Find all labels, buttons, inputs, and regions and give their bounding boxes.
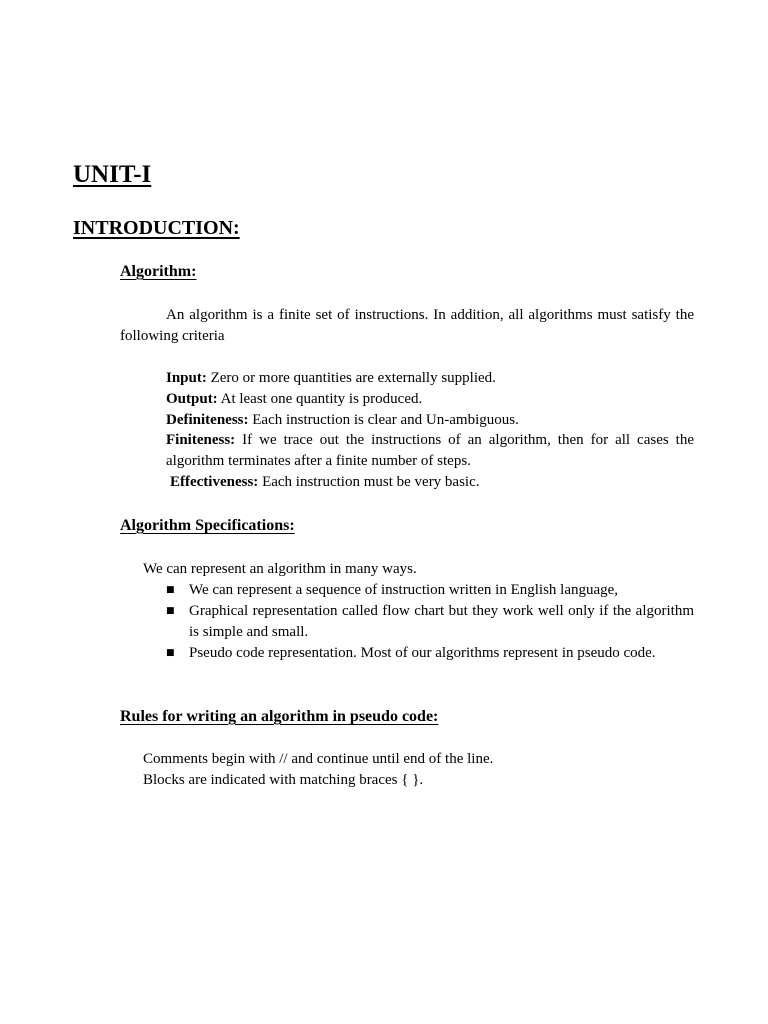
list-item	[143, 601, 694, 643]
criteria-term: Definiteness:	[166, 411, 249, 428]
rule-line: Comments begin with // and continue until end of the line.	[143, 751, 494, 767]
criteria-item-output	[166, 389, 694, 410]
criteria-term: Output:	[166, 390, 218, 407]
square-bullet-icon: ■	[166, 606, 175, 616]
list-item-text: Graphical representation called flow chart but they work well only if the algorithm is simple and small.	[189, 603, 694, 640]
criteria-term: Finiteness:	[166, 432, 236, 449]
criteria-text: Each instruction is clear and Un-ambiguous.	[248, 411, 519, 428]
criteria-item-effectiveness	[166, 472, 694, 493]
square-bullet-icon: ■	[166, 585, 175, 595]
criteria-text: Zero or more quantities are externally supplied.	[206, 370, 496, 386]
list-item	[143, 580, 694, 601]
square-bullet-icon: ■	[166, 648, 175, 658]
criteria-text: If we trace out the instructions of an algorithm, then for all cases the algorithm terminates after a finite number of steps.	[166, 432, 694, 470]
criteria-term: Input:	[166, 370, 207, 386]
specifications-list	[143, 580, 694, 664]
rules-heading: Rules for writing an algorithm in pseudo code:	[120, 708, 439, 725]
unit-title: UNIT-I	[73, 161, 152, 188]
rules-list	[143, 749, 493, 791]
list-item-text: Pseudo code representation. Most of our algorithms represent in pseudo code.	[189, 645, 656, 661]
specifications-heading: Algorithm Specifications:	[120, 517, 295, 534]
criteria-item-definiteness	[166, 410, 694, 431]
list-item	[143, 643, 694, 664]
criteria-item-input	[166, 368, 694, 389]
algorithm-heading: Algorithm:	[120, 263, 197, 280]
criteria-item-finiteness	[166, 430, 694, 472]
criteria-list	[166, 368, 694, 493]
criteria-text: At least one quantity is produced.	[217, 390, 423, 407]
criteria-text: Each instruction must be very basic.	[258, 473, 480, 490]
criteria-term: Effectiveness:	[170, 473, 259, 490]
specifications-intro: We can represent an algorithm in many ways.	[143, 561, 417, 577]
introduction-heading: INTRODUCTION:	[73, 217, 240, 239]
algorithm-definition-paragraph: An algorithm is a finite set of instructions. In addition, all algorithms must satisfy the following criteria	[120, 307, 694, 344]
rule-line: Blocks are indicated with matching braces { }.	[143, 772, 424, 788]
list-item-text: We can represent a sequence of instruction written in English language,	[189, 582, 619, 598]
